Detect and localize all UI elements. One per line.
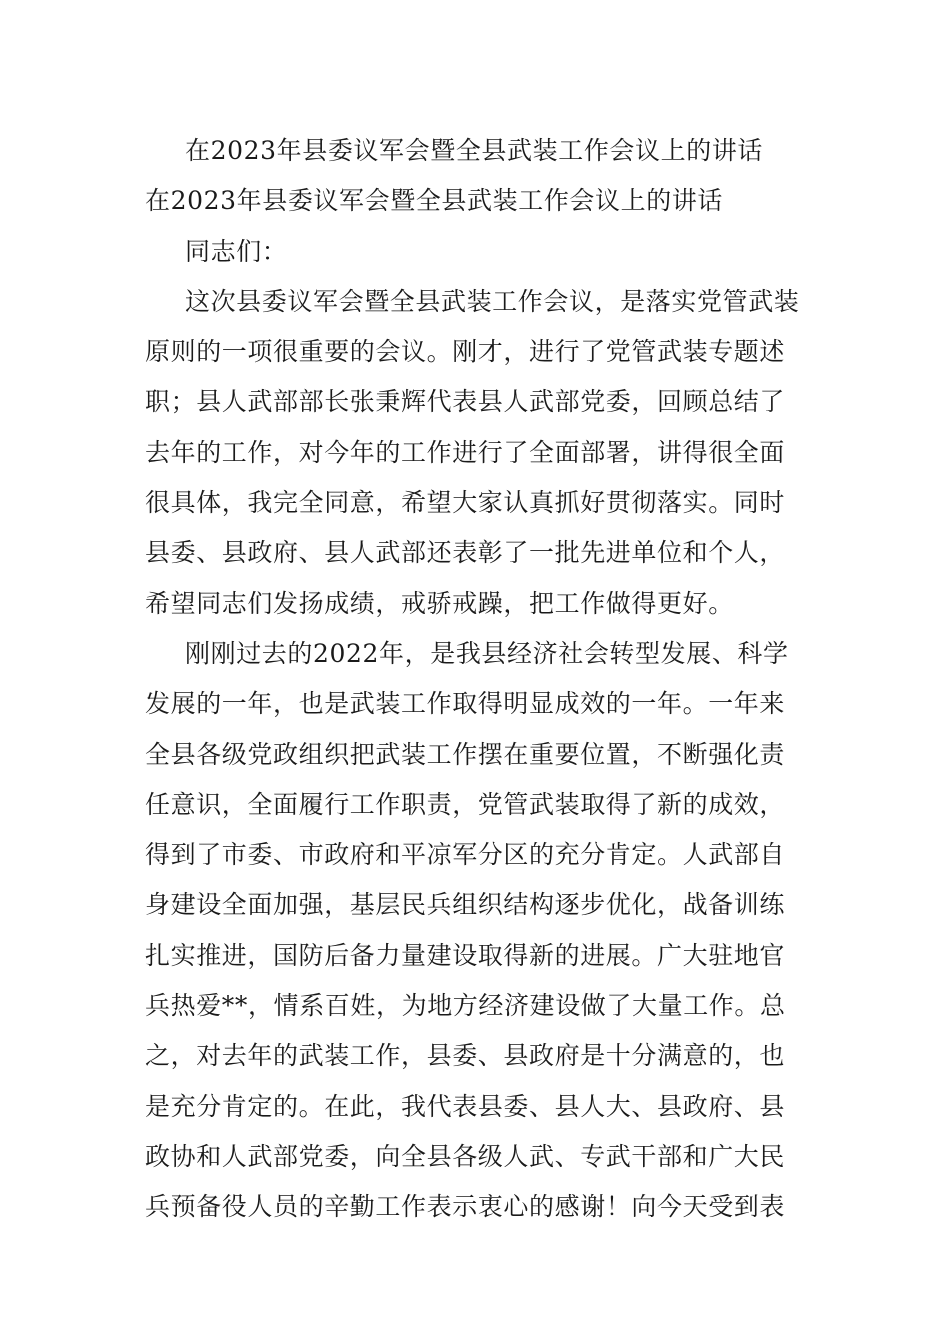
- salutation: 同志们：: [185, 236, 288, 266]
- paragraph-line: 原则的一项很重要的会议。刚才，进行了党管武装专题述: [145, 337, 786, 367]
- document-title: 在2023年县委议军会暨全县武装工作会议上的讲话: [185, 136, 764, 165]
- paragraph-line: 是充分肯定的。在此，我代表县委、县人大、县政府、县: [145, 1091, 786, 1121]
- paragraph-line: 去年的工作，对今年的工作进行了全面部署，讲得很全面: [145, 437, 786, 467]
- paragraph-line: 县委、县政府、县人武部还表彰了一批先进单位和个人，: [145, 538, 786, 568]
- paragraph-2: [145, 629, 810, 1233]
- paragraph-1: [145, 277, 810, 629]
- paragraph-line: 政协和人武部党委，向全县各级人武、专武干部和广大民: [145, 1141, 786, 1171]
- paragraph-line: 得到了市委、市政府和平凉军分区的充分肯定。人武部自: [145, 840, 786, 870]
- paragraph-line: 刚刚过去的2022年，是我县经济社会转型发展、科学: [185, 638, 789, 668]
- paragraph-line: 任意识，全面履行工作职责，党管武装取得了新的成效，: [145, 789, 786, 819]
- paragraph-line: 全县各级党政组织把武装工作摆在重要位置，不断强化责: [145, 739, 786, 769]
- paragraph-line: 职；县人武部部长张秉辉代表县人武部党委，回顾总结了: [145, 387, 786, 417]
- paragraph-line: 这次县委议军会暨全县武装工作会议，是落实党管武装: [185, 286, 800, 316]
- paragraph-line: 兵预备役人员的辛勤工作表示衷心的感谢！向今天受到表: [145, 1192, 786, 1222]
- paragraph-line: 之，对去年的武装工作，县委、县政府是十分满意的，也: [145, 1041, 786, 1071]
- paragraph-line: 发展的一年，也是武装工作取得明显成效的一年。一年来: [145, 689, 786, 719]
- paragraph-line: 扎实推进，国防后备力量建设取得新的进展。广大驻地官: [145, 940, 786, 970]
- paragraph-line: 希望同志们发扬成绩，戒骄戒躁，把工作做得更好。: [145, 588, 734, 618]
- document-body: [145, 126, 810, 1233]
- paragraph-line: 身建设全面加强，基层民兵组织结构逐步优化，战备训练: [145, 890, 786, 920]
- document-title-repeat: 在2023年县委议军会暨全县武装工作会议上的讲话: [145, 186, 724, 216]
- paragraph-line: 很具体，我完全同意，希望大家认真抓好贯彻落实。同时: [145, 488, 786, 518]
- paragraph-line: 兵热爱**，情系百姓，为地方经济建设做了大量工作。总: [145, 991, 786, 1021]
